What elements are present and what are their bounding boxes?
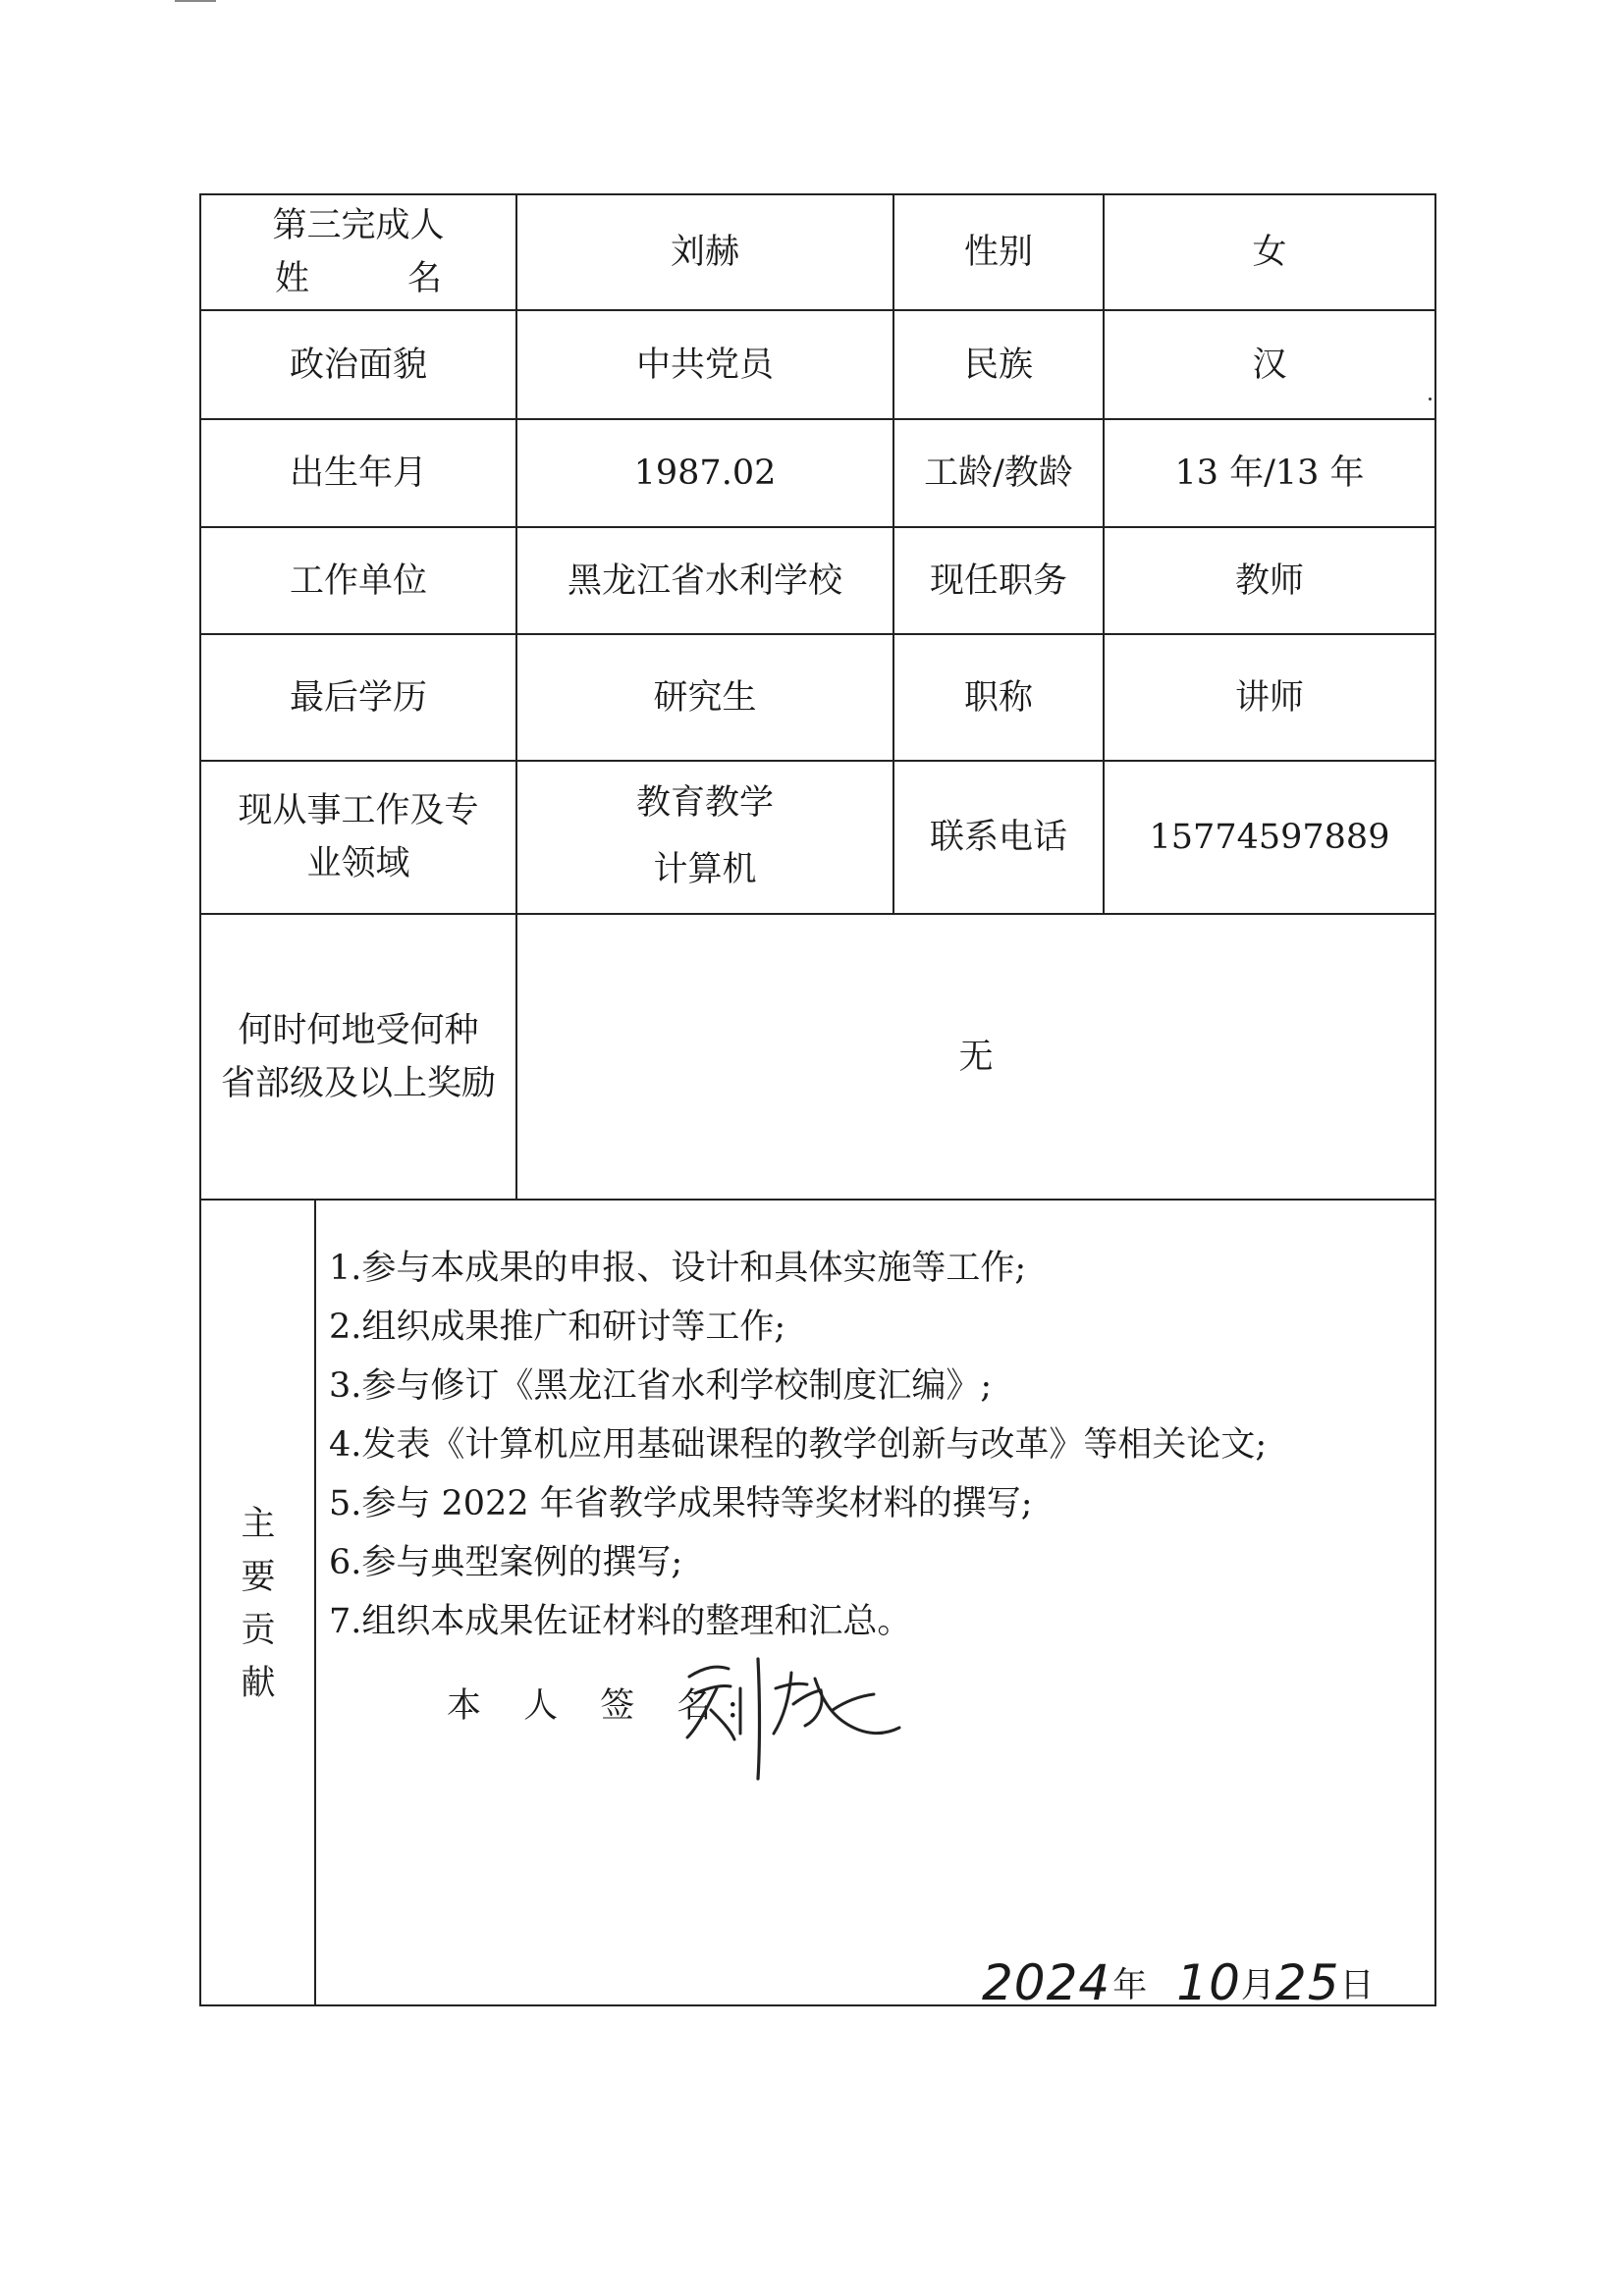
awards-label-line1: 何时何地受何种 bbox=[238, 1010, 479, 1050]
field-label-line1: 现从事工作及专 bbox=[238, 791, 479, 830]
field-label-line2: 业领域 bbox=[306, 844, 410, 883]
ethnicity-value: 汉 bbox=[1252, 345, 1287, 385]
phone-label: 联系电话 bbox=[929, 818, 1067, 857]
position-value: 教师 bbox=[1234, 561, 1304, 601]
contribution-item: 1.参与本成果的申报、设计和具体实施等工作; bbox=[329, 1249, 1027, 1288]
signature-date bbox=[982, 1949, 1375, 2011]
awards-label bbox=[201, 915, 515, 1199]
name-label-line2 bbox=[275, 252, 442, 305]
birth-value: 1987.02 bbox=[633, 454, 777, 493]
field-value bbox=[517, 762, 893, 913]
row-divider bbox=[199, 1199, 1436, 1201]
contribution-label bbox=[201, 1202, 315, 2004]
scan-edge-mark bbox=[175, 0, 216, 2]
contribution-label-char: 献 bbox=[241, 1663, 276, 1703]
contribution-list bbox=[329, 1239, 1429, 1651]
workplace-label: 工作单位 bbox=[289, 561, 427, 601]
title-value: 讲师 bbox=[1234, 677, 1304, 718]
handwritten-signature bbox=[677, 1649, 903, 1787]
politics-value: 中共党员 bbox=[635, 345, 774, 385]
date-year-unit: 年 bbox=[1112, 1966, 1148, 2005]
awards-value: 无 bbox=[958, 1037, 994, 1077]
title-label: 职称 bbox=[963, 677, 1033, 718]
date-day: 25 bbox=[1274, 1954, 1340, 2011]
contribution-item: 6.参与典型案例的撰写; bbox=[329, 1543, 683, 1582]
seniority-value: 13 年/13 年 bbox=[1174, 454, 1365, 493]
date-month: 10 bbox=[1176, 1954, 1241, 2011]
name-label-char-a: 姓 bbox=[274, 259, 309, 298]
name-label-char-b: 名 bbox=[406, 259, 442, 298]
birth-label: 出生年月 bbox=[289, 454, 427, 493]
gender-value: 女 bbox=[1252, 233, 1287, 272]
education-value: 研究生 bbox=[653, 677, 757, 718]
gender-label: 性别 bbox=[963, 233, 1033, 272]
phone-value: 15774597889 bbox=[1149, 818, 1390, 857]
contribution-label-char: 要 bbox=[241, 1557, 276, 1597]
contribution-label-char: 贡 bbox=[241, 1610, 276, 1650]
name-label bbox=[201, 195, 515, 309]
education-label: 最后学历 bbox=[289, 677, 427, 718]
contribution-item: 7.组织本成果佐证材料的整理和汇总。 bbox=[329, 1602, 912, 1641]
name-value: 刘赫 bbox=[670, 233, 739, 272]
signature-label: 本 人 签 名: bbox=[447, 1686, 755, 1726]
field-value-line2: 计算机 bbox=[653, 850, 757, 889]
contribution-item: 5.参与 2022 年省教学成果特等奖材料的撰写; bbox=[329, 1484, 1033, 1523]
date-year: 2024 bbox=[982, 1954, 1111, 2011]
position-label: 现任职务 bbox=[929, 561, 1067, 601]
name-label-line1: 第三完成人 bbox=[272, 206, 445, 245]
field-value-line1: 教育教学 bbox=[635, 783, 774, 823]
date-day-unit: 日 bbox=[1339, 1966, 1375, 2005]
contribution-item: 2.组织成果推广和研讨等工作; bbox=[329, 1308, 786, 1347]
date-month-unit: 月 bbox=[1240, 1966, 1275, 2005]
workplace-value: 黑龙江省水利学校 bbox=[567, 561, 842, 601]
seniority-label: 工龄/教龄 bbox=[924, 454, 1073, 493]
contribution-item: 4.发表《计算机应用基础课程的教学创新与改革》等相关论文; bbox=[329, 1425, 1268, 1465]
field-label bbox=[201, 762, 515, 913]
contribution-label-char: 主 bbox=[241, 1504, 276, 1544]
awards-label-line2: 省部级及以上奖励 bbox=[220, 1063, 496, 1103]
contribution-item: 3.参与修订《黑龙江省水利学校制度汇编》; bbox=[329, 1366, 993, 1406]
ethnicity-label: 民族 bbox=[963, 345, 1033, 385]
politics-label: 政治面貌 bbox=[289, 345, 427, 385]
